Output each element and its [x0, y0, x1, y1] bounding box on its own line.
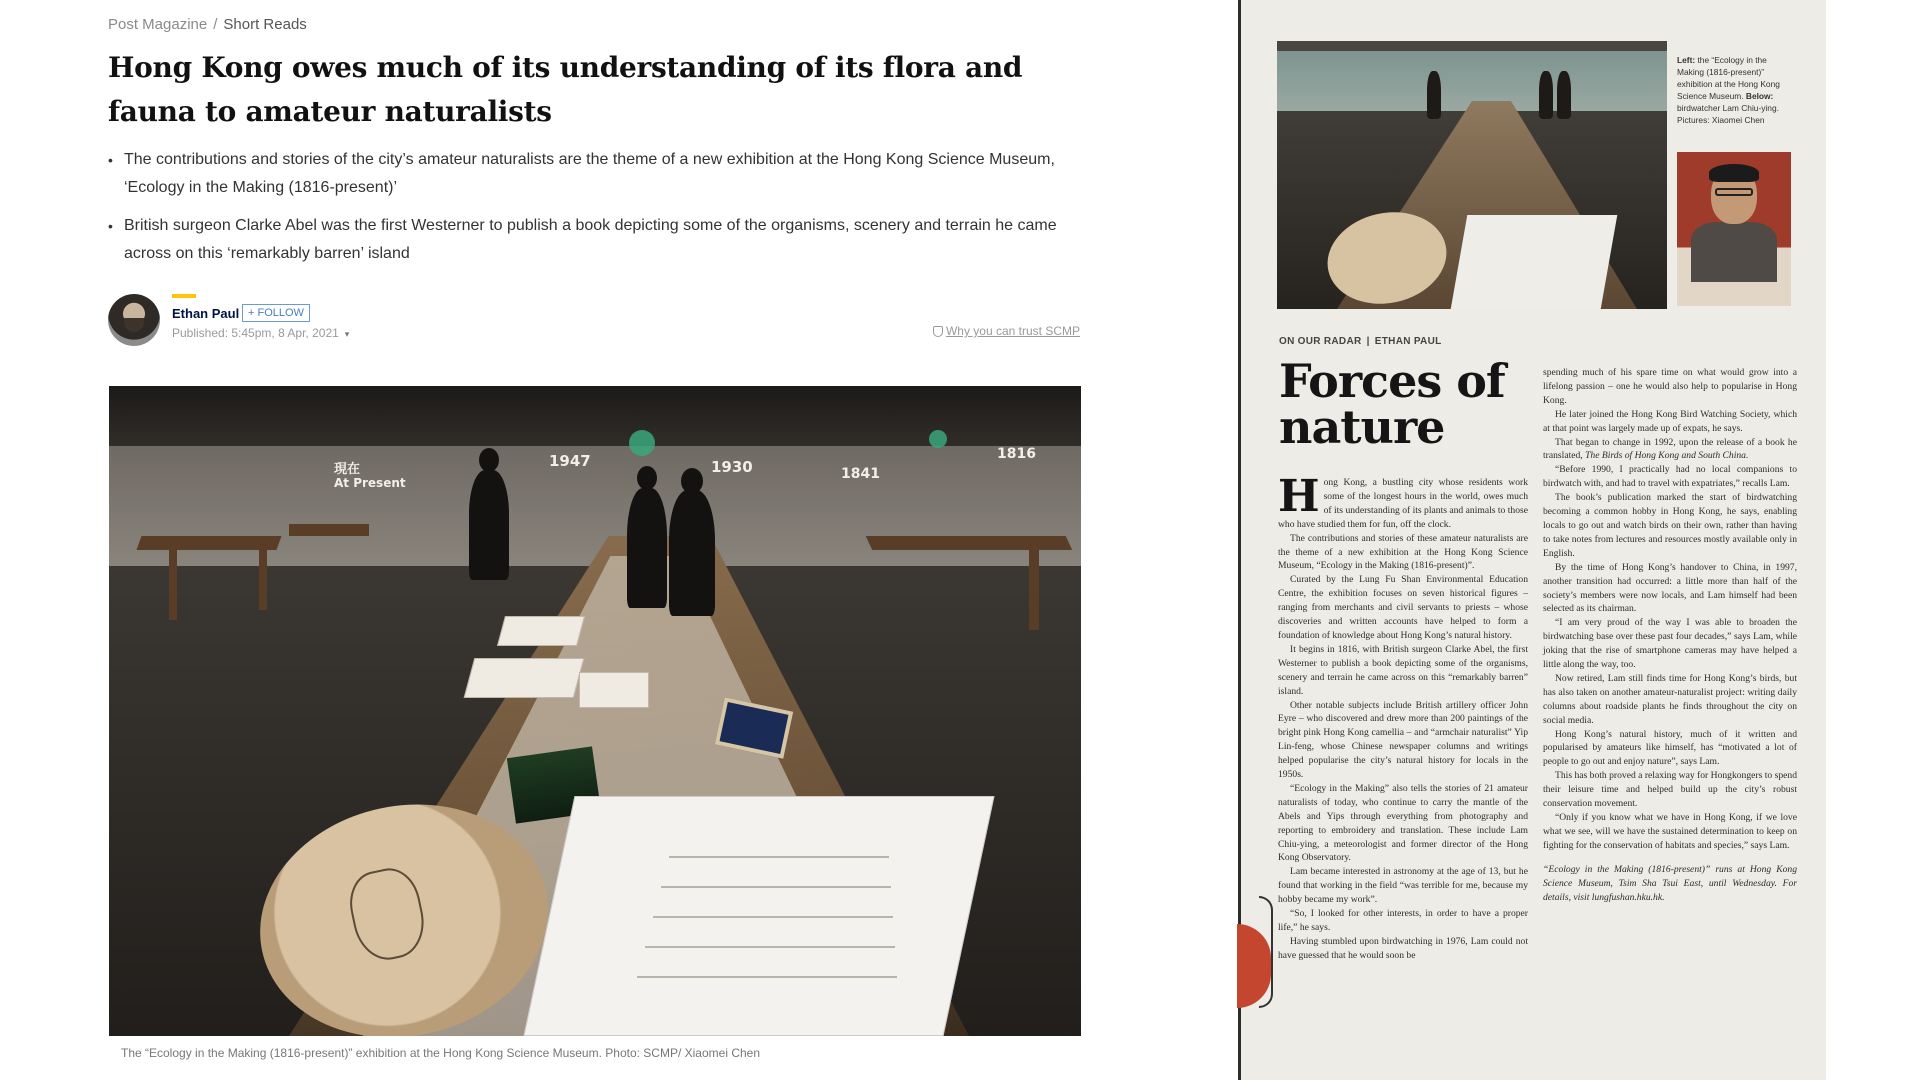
exhibit-table: [289, 524, 369, 536]
photo-caption: The “Ecology in the Making (1816-present)” exhibition at the Hong Kong Science Museum. Photo: SCMP/ Xiaomei Chen: [121, 1046, 760, 1060]
article-headline: Hong Kong owes much of its understanding of its flora and fauna to amateur naturalists: [108, 51, 1023, 128]
summary-bullet: • The contributions and stories of the city’s amateur naturalists are the theme of a new exhibition at the Hong Kong Science Museum, ‘Ecology in the Making (1816-present)’: [108, 146, 1088, 202]
breadcrumb-separator: /: [213, 16, 218, 33]
breadcrumb-parent-link[interactable]: Post Magazine: [108, 16, 208, 33]
visitor-figure: [627, 488, 667, 608]
breadcrumb-current-link[interactable]: Short Reads: [223, 16, 307, 33]
sign-year-1841: 1841: [841, 466, 880, 482]
column-paragraph: “So, I looked for other interests, in order to have a proper life,” he says.: [1278, 908, 1528, 933]
visitor-figure: [669, 490, 715, 616]
exhibition-info: “Ecology in the Making (1816-present)” runs at Hong Kong Science Museum, Tsim Sha Tsui East, until Wednesday. For details, visit lungfushan.hku.hk.: [1543, 863, 1797, 903]
green-emblem: [629, 430, 655, 456]
sign-year-1816: 1816: [997, 446, 1036, 462]
column-paragraph: By the time of Hong Kong’s handover to China, in 1997, another transition had occurred: a little more than half of the society’s members were now locals, and Lam himself had been selected as its chairman.: [1543, 561, 1797, 615]
caption-below-label: Below:: [1745, 91, 1774, 101]
magazine-title: Forces of nature: [1279, 354, 1505, 454]
breadcrumb: [108, 16, 307, 33]
column-paragraph: Hong Kong’s natural history, much of it written and popularised by amateurs like himself, has “motivated a lot of people to go out and enjoy nature”, says Lam.: [1543, 728, 1797, 768]
caption-left-text: the “Ecology in the Making (1816-present)” exhibition at the Hong Kong Science Museum.: [1677, 55, 1780, 101]
author-name-link[interactable]: Ethan Paul: [172, 306, 240, 321]
column-paragraph: Other notable subjects include British artillery officer John Eyre – who discovered and drew more than 200 paintings of the bright pink Hong Kong camellia – and “armchair naturalist” Yip Lin-feng, whose Chinese newspaper columns and writings helped popularise the city’s natural history for locals in the 1950s.: [1278, 699, 1528, 781]
published-text: Published: 5:45pm, 8 Apr, 2021: [172, 326, 339, 340]
column-paragraph: It begins in 1816, with British surgeon Clarke Abel, the first Westerner to publish a book depicting some of the organisms, scenery and terrain he came across on this “remarkably barren” island.: [1278, 643, 1528, 697]
column-paragraph: He later joined the Hong Kong Bird Watching Society, which at that point was largely made up of expats, he says.: [1543, 408, 1797, 434]
column-paragraph: Curated by the Lung Fu Shan Environmental Education Centre, the exhibition focuses on seven historical figures – ranging from merchants and civil servants to priests – whose discoveries and written accounts have helped to form a foundation of knowledge about Hong Kong’s natural history.: [1278, 574, 1528, 641]
column-paragraph: This has both proved a relaxing way for Hongkongers to spend their leisure time and helped build up the city’s robust conservation movement.: [1543, 770, 1797, 810]
article-column-1: [1278, 471, 1528, 963]
trust-link-text: Why you can trust SCMP: [945, 324, 1080, 338]
caption-below-text: birdwatcher Lam Chiu-ying. Pictures: Xiaomei Chen: [1677, 103, 1779, 125]
sign-year-1930: 1930: [711, 458, 753, 476]
article-photo[interactable]: [109, 386, 1081, 1036]
published-date[interactable]: [172, 326, 349, 340]
author-row: [108, 294, 1080, 350]
magazine-page: [1238, 0, 1826, 1080]
column-paragraph: Hong Kong, a bustling city whose residents work some of the longest hours in the world, owes much of its understanding of its plants and animals to those who have studied them for fun, off the clock.: [1278, 471, 1528, 530]
summary-bullets: [108, 146, 1088, 278]
summary-bullet: • British surgeon Clarke Abel was the first Westerner to publish a book depicting some of the organisms, scenery and terrain he came across on this ‘remarkably barren’ island: [108, 212, 1088, 268]
sign-year-1947: 1947: [549, 452, 591, 470]
column-paragraph: “Only if you know what we have in Hong Kong, if we love what we see, will we have the sustained determination to keep on fighting for the conservation of habitats and species,” says Lam.: [1543, 812, 1797, 851]
kicker-section: ON OUR RADAR: [1279, 336, 1362, 347]
column-paragraph: “Before 1990, I practically had no local companions to birdwatch with, and had to travel with expatriates,” recalls Lam.: [1543, 464, 1797, 490]
article-column-2: [1543, 366, 1797, 904]
exhibit-table: [866, 536, 1073, 550]
dropcap: H: [1278, 471, 1320, 522]
kicker-author: ETHAN PAUL: [1374, 336, 1442, 347]
column-paragraph: Having stumbled upon birdwatching in 1976, Lam could not have guessed that he would soon be: [1278, 935, 1528, 961]
column-paragraph: “I am very proud of the way I was able to broaden the birdwatching base over these past four decades,” says Lam, while joking that the rise of smartphone cameras may have helped a little along the way, too.: [1543, 617, 1797, 671]
shield-icon: [933, 326, 943, 337]
sign-present: At Present: [334, 476, 406, 490]
author-avatar[interactable]: [108, 294, 160, 346]
column-paragraph: The book’s publication marked the start of birdwatching becoming a common hobby in Hong Kong, he says, enabling locals to go out and watch birds on their own, rather than having to take notes from lectures and resources mostly available only in English.: [1543, 492, 1797, 559]
column-paragraph: The contributions and stories of these amateur naturalists are the theme of a new exhibition at the Hong Kong Science Museum, “Ecology in the Making (1816-present)”.: [1278, 532, 1528, 572]
green-emblem: [929, 430, 947, 448]
author-accent-bar: [172, 294, 196, 298]
exhibit-wall: [109, 446, 1081, 576]
column-paragraph: “Ecology in the Making” also tells the stories of 21 amateur naturalists of today, who continue to carry the mantle of the Abels and Yips through everything from photography and reporting to embroidery and translation. These include Lam Chiu-ying, a meteorologist and former director of the Hong Kong Observatory.: [1278, 782, 1528, 864]
magazine-exhibition-photo: [1277, 41, 1667, 309]
chevron-down-icon[interactable]: ▾: [344, 329, 350, 339]
caption-left-label: Left:: [1677, 55, 1696, 65]
column-paragraph: Now retired, Lam still finds time for Hong Kong’s birds, but has also taken on another amateur-naturalist project: writing daily columns about roadside plants he finds throughout the city on social media.: [1543, 672, 1797, 726]
sign-present-cn: 現在: [334, 462, 361, 477]
column-paragraph: That began to change in 1992, upon the release of a book he translated, The Birds of Hong Kong and South China.: [1543, 436, 1797, 462]
follow-button[interactable]: + FOLLOW: [242, 304, 310, 322]
exhibit-table: [136, 536, 281, 550]
section-kicker: [1279, 336, 1442, 347]
book-title: The Birds of Hong Kong and South China.: [1585, 450, 1749, 462]
visitor-figure: [469, 470, 509, 580]
portrait-photo: [1677, 152, 1791, 306]
column-paragraph: spending much of his spare time on what would grow into a lifelong passion – one he would also help to popularise in Hong Kong.: [1543, 367, 1797, 406]
column-paragraph: Lam became interested in astronomy at the age of 13, but he found that working in the field “was terrible for me, because my hobby became my work”.: [1278, 866, 1528, 906]
trust-link[interactable]: [933, 324, 1080, 338]
kicker-separator: |: [1366, 336, 1370, 347]
picture-caption: [1677, 54, 1795, 126]
